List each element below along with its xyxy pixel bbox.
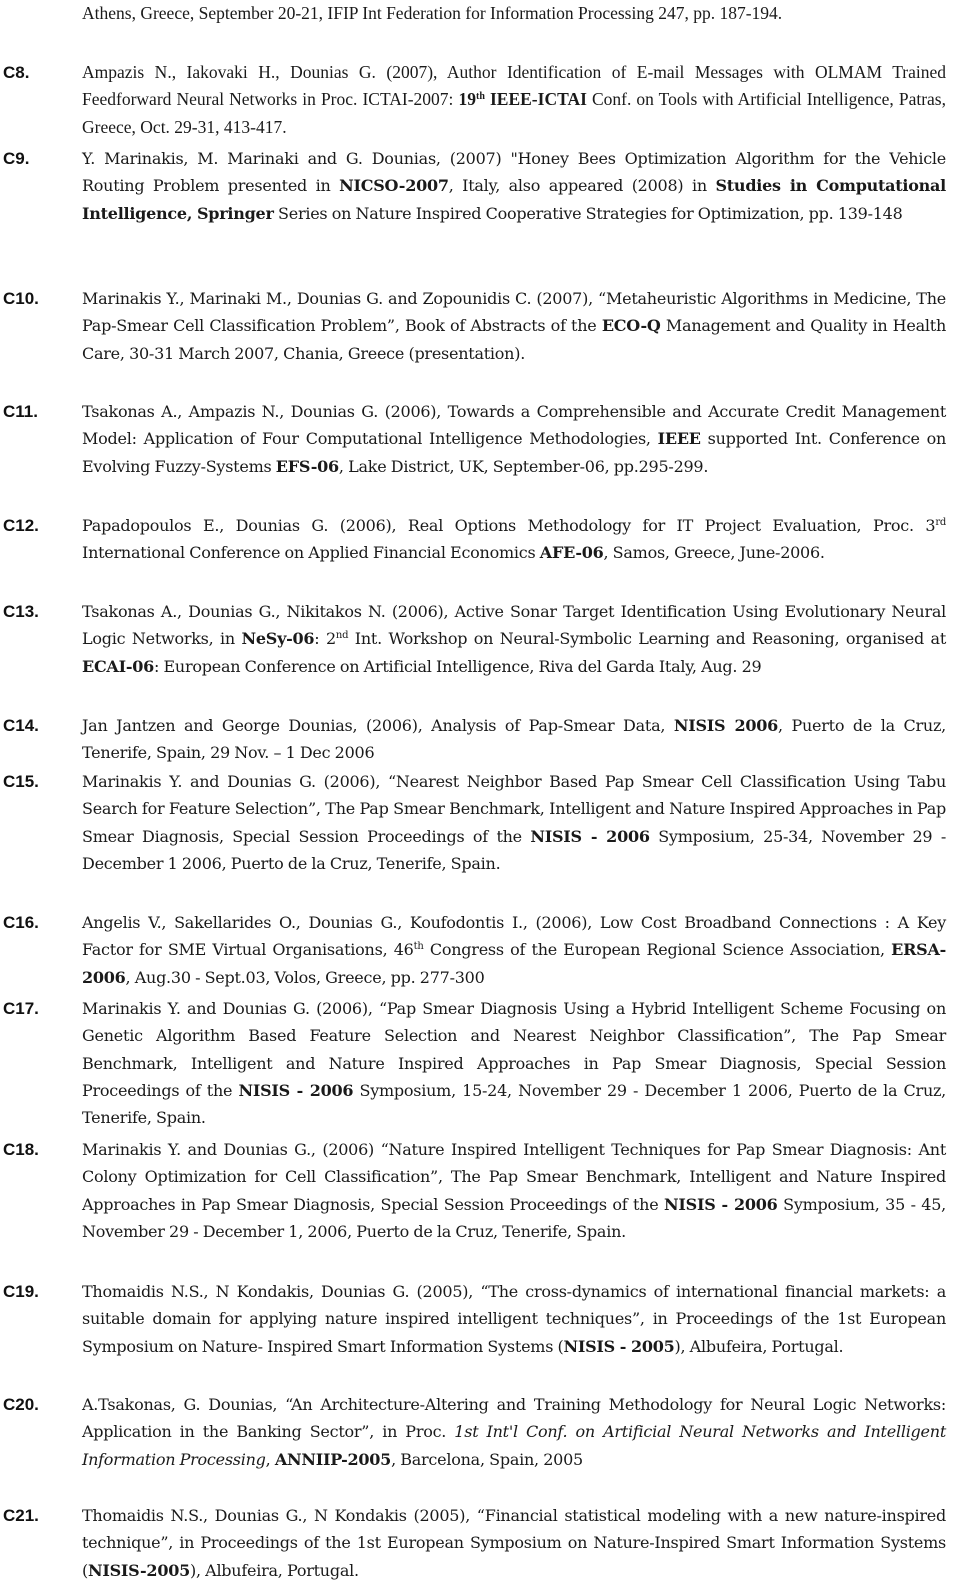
entry-text: Marinakis Y. and Dounias G. (2006), “Nearest Neighbor Based Pap Smear Cell Classification Using Tabu Search for Feature Selection”, The Pap Smear Benchmark, Intelligent and Nature Inspired Approaches in Pap Smear Diagnosis, Special Session Proceedings of the NISIS - 2006 Symposium, 25-34, November 29 - December 1 2006, Puerto de la Cruz, Tenerife, Spain. <box>82 772 947 873</box>
entry-text: Tsakonas A., Ampazis N., Dounias G. (2006), Towards a Comprehensible and Accurate Credit Management Model: Application of Four Computational Intelligence Methodologies, IEEE supported Int. Conference on Evolving Fuzzy-Systems EFS-06, Lake District, UK, September-06, pp.295-299. <box>82 402 947 476</box>
entry-text: Thomaidis N.S., Dounias G., N Kondakis (2005), “Financial statistical modeling with a new nature-inspired technique”, in Proceedings of the 1st European Symposium on Nature-Inspired Smart Information Systems (NISIS-2005), Albufeira, Portugal. <box>82 1506 946 1580</box>
entry-label: C13. <box>3 602 39 621</box>
entry-label: C12. <box>3 516 39 535</box>
entry-text: Papadopoulos E., Dounias G. (2006), Real Options Methodology for IT Project Evaluation, Proc. 3rd International Conference on Applied Financial Economics AFE-06, Samos, Greece, June-2006. <box>82 516 946 563</box>
entry-label: C16. <box>3 913 39 932</box>
entry-text: Marinakis Y., Marinaki M., Dounias G. and Zopounidis C. (2007), “Metaheuristic Algorithms in Medicine, The Pap-Smear Cell Classification Problem”, Book of Abstracts of the ECO-Q Management and Quality in Health Care, 30-31 March 2007, Chania, Greece (presentation). <box>82 289 946 363</box>
entry-text: Y. Marinakis, M. Marinaki and G. Dounias, (2007) "Honey Bees Optimization Algorithm for the Vehicle Routing Problem presented in NICSO-2007, Italy, also appeared (2008) in Studies in Computational Intelligence, Springer Series on Nature Inspired Cooperative Strategies for Optimization, pp. 139-148 <box>82 149 946 223</box>
entry-label: C14. <box>3 716 39 735</box>
entry-label: C8. <box>3 63 30 82</box>
entry-text: Athens, Greece, September 20-21, IFIP Int Federation for Information Processing 247, pp. 187-194. <box>82 3 783 23</box>
entry-label: C20. <box>3 1395 39 1414</box>
entry-label: C18. <box>3 1140 39 1159</box>
entry-label: C21. <box>3 1506 39 1525</box>
entry-label: C11. <box>3 402 38 421</box>
entry-text: A.Tsakonas, G. Dounias, “An Architecture-Altering and Training Methodology for Neural Logic Networks: Application in the Banking Sector”, in Proc. 1st Int'l Conf. on Artificial Neural Networks and Intelligent Information Processing, ANNIIP-2005, Barcelona, Spain, 2005 <box>82 1395 947 1469</box>
entry-text: Angelis V., Sakellarides O., Dounias G., Koufodontis I., (2006), Low Cost Broadband Connections : A Key Factor for SME Virtual Organisations, 46th Congress of the European Regional Science Association, ERSA-2006, Aug.30 - Sept.03, Volos, Greece, pp. 277-300 <box>82 913 947 987</box>
entry-text: Tsakonas A., Dounias G., Nikitakos N. (2006), Active Sonar Target Identification Using Evolutionary Neural Logic Networks, in NeSy-06: 2nd Int. Workshop on Neural-Symbolic Learning and Reasoning, organised at ECAI-06: European Conference on Artificial Intelligence, Riva del Garda Italy, Aug. 29 <box>82 602 947 676</box>
entry-text: Thomaidis N.S., N Kondakis, Dounias G. (2005), “The cross-dynamics of international financial markets: a suitable domain for applying nature inspired intelligent techniques”, in Proceedings of the 1st European Symposium on Nature- Inspired Smart Information Systems (NISIS - 2005), Albufeira, Portugal. <box>82 1282 946 1356</box>
entry-text: Ampazis N., Iakovaki H., Dounias G. (2007), Author Identification of E-mail Messages with OLMAM Trained Feedforward Neural Networks in Proc. ICTAI-2007: 19th IEEE-ICTAI Conf. on Tools with Artificial Intelligence, Patras, Greece, Oct. 29-31, 413-417. <box>82 62 946 137</box>
entry-label: C9. <box>3 149 30 168</box>
entry-label: C17. <box>3 999 39 1018</box>
entry-label: C10. <box>3 289 39 308</box>
entry-text: Marinakis Y. and Dounias G., (2006) “Nature Inspired Intelligent Techniques for Pap Smear Diagnosis: Ant Colony Optimization for Cell Classification”, The Pap Smear Benchmark, Intelligent and Nature Inspired Approaches in Pap Smear Diagnosis, Special Session Proceedings of the NISIS - 2006 Symposium, 35 - 45, November 29 - December 1, 2006, Puerto de la Cruz, Tenerife, Spain. <box>82 1140 947 1241</box>
entry-label: C15. <box>3 772 39 791</box>
entry-text: Marinakis Y. and Dounias G. (2006), “Pap Smear Diagnosis Using a Hybrid Intelligent Scheme Focusing on Genetic Algorithm Based Feature Selection and Nearest Neighbor Classification”, The Pap Smear Benchmark, Intelligent and Nature Inspired Approaches in Pap Smear Diagnosis, Special Session Proceedings of the NISIS - 2006 Symposium, 15-24, November 29 - December 1 2006, Puerto de la Cruz, Tenerife, Spain. <box>82 999 947 1128</box>
entry-label: C19. <box>3 1282 39 1301</box>
entry-text: Jan Jantzen and George Dounias, (2006), Analysis of Pap-Smear Data, NISIS 2006, Puerto de la Cruz, Tenerife, Spain, 29 Nov. – 1 Dec 2006 <box>82 716 946 763</box>
